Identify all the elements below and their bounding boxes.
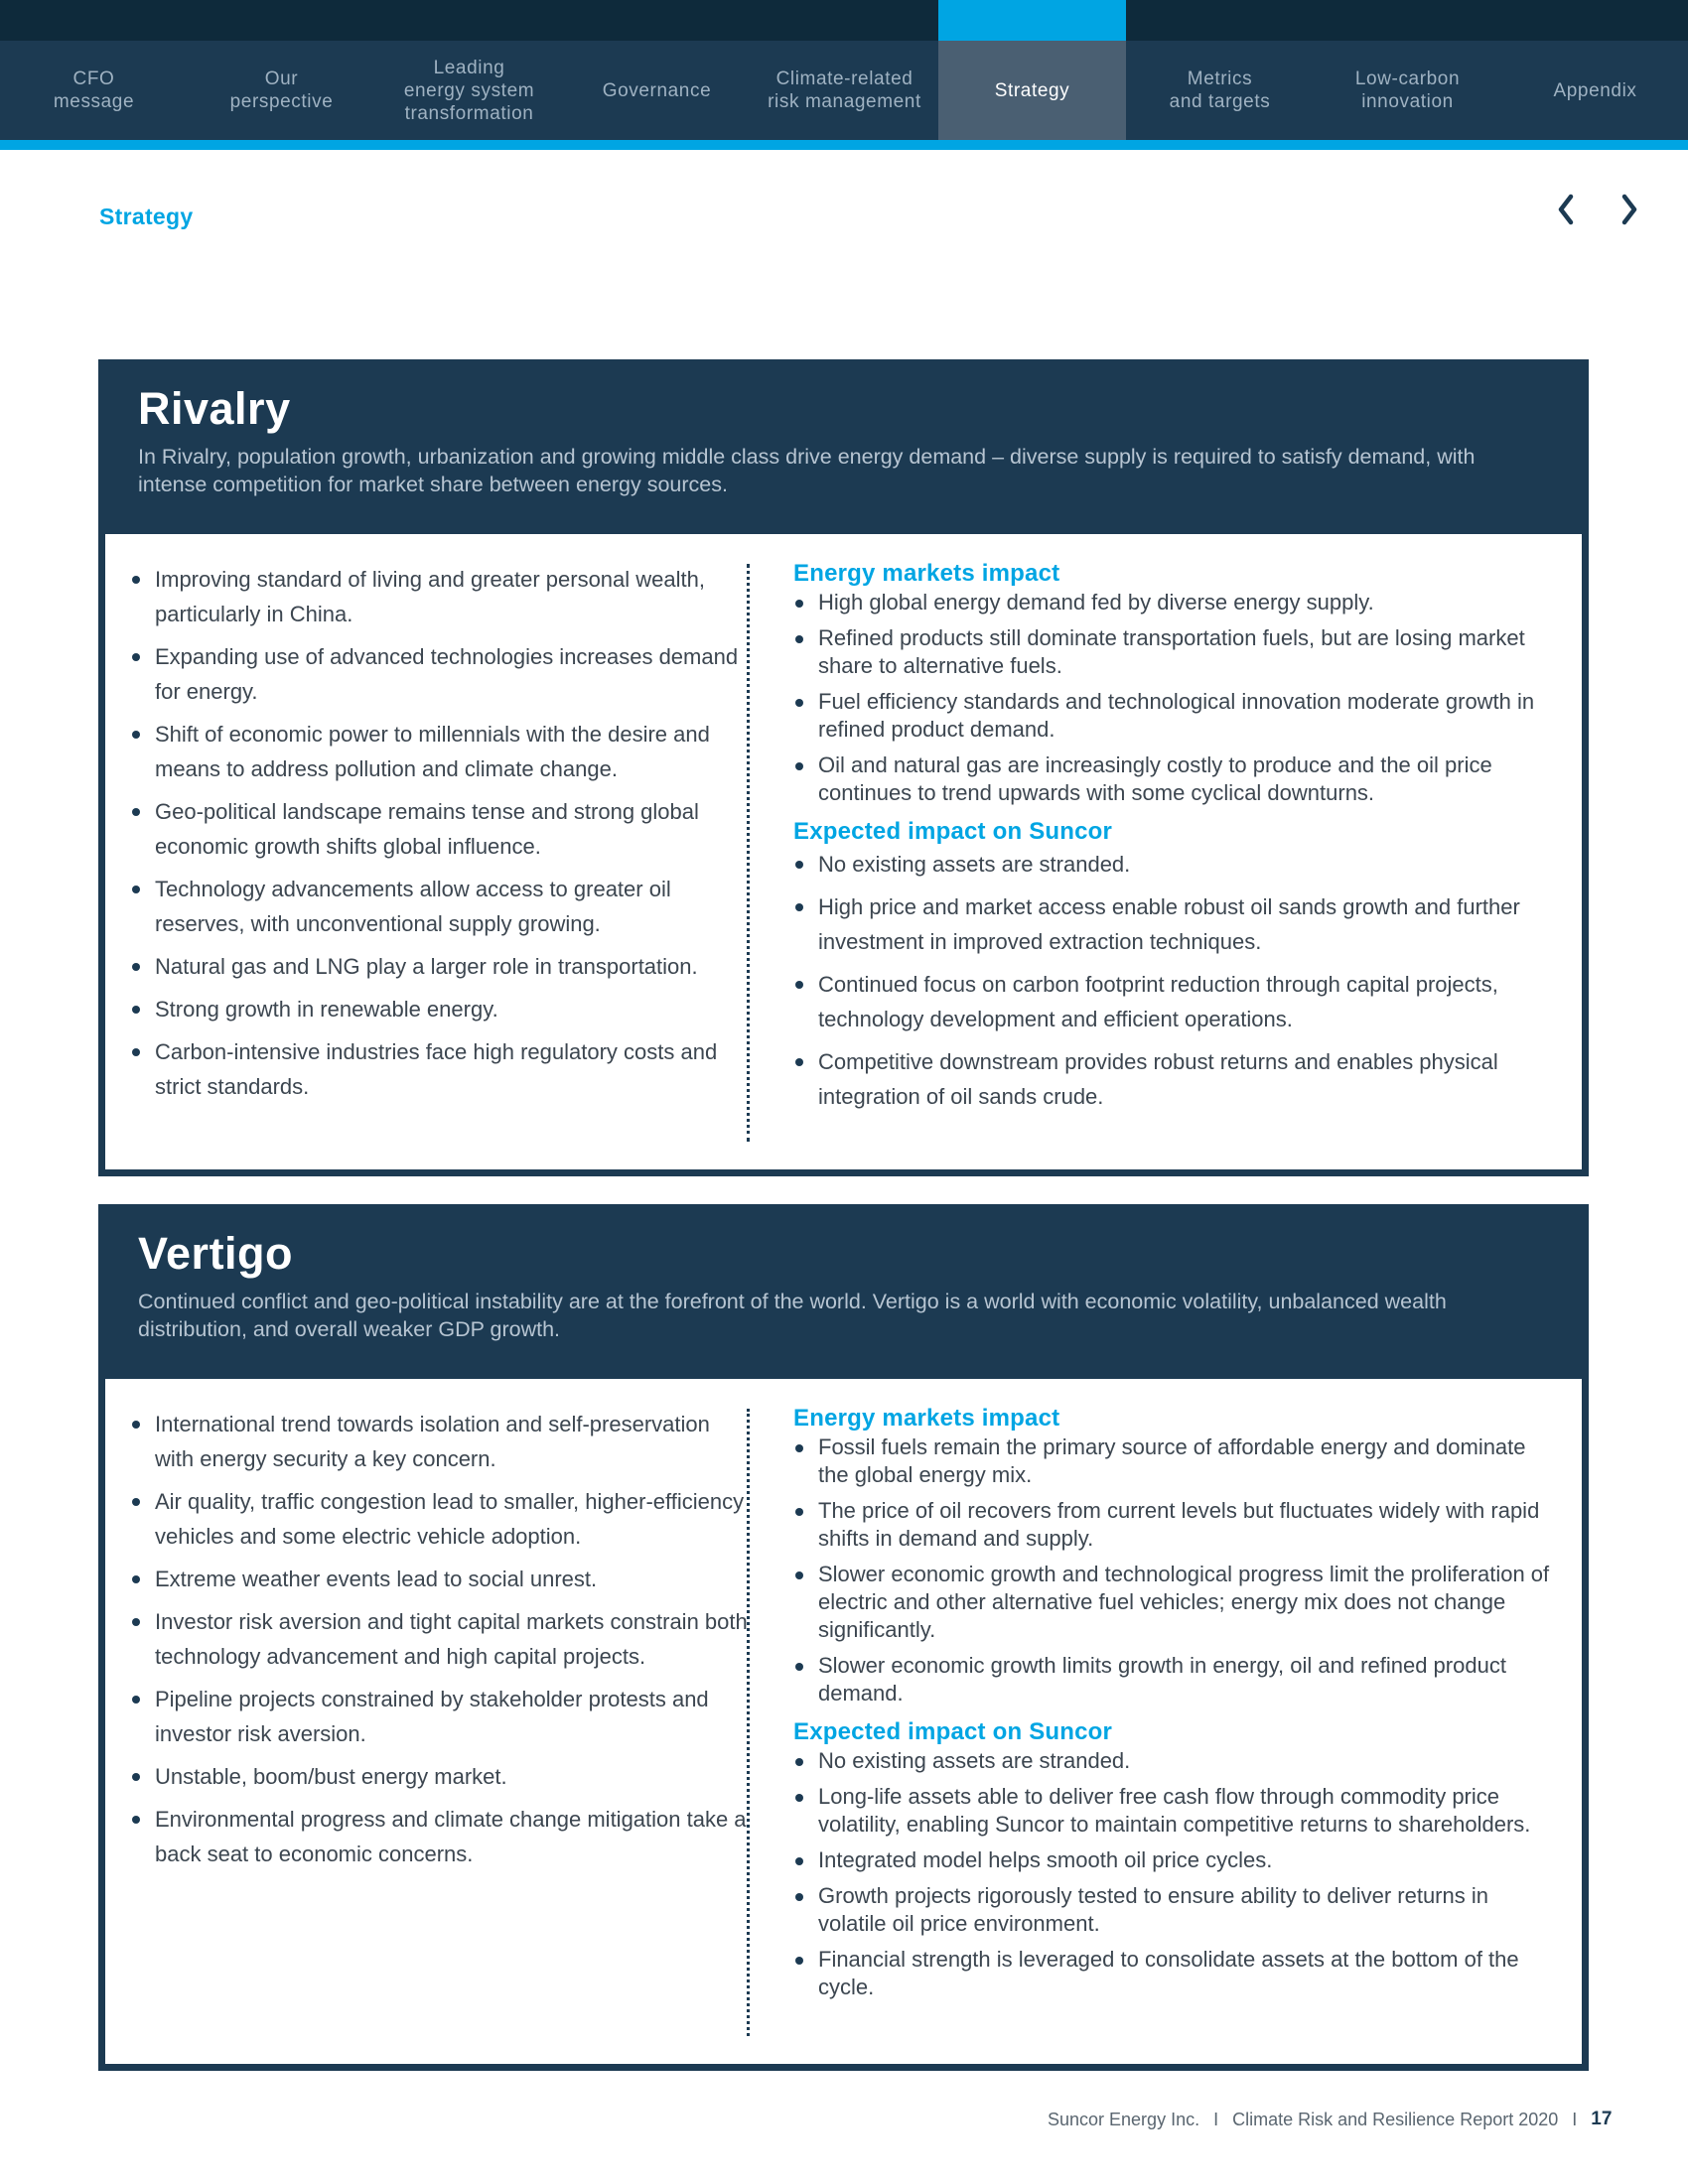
previous-page-button[interactable] — [1547, 184, 1587, 235]
vertigo-body — [105, 1379, 1582, 2064]
page-footer — [1048, 2109, 1612, 2130]
footer-separator: I — [1213, 2109, 1219, 2129]
list-item: Slower economic growth and technological progress limit the proliferation of electric and other alternative fuel vehicles; energy mix does not change significantly. — [793, 1561, 1562, 1644]
vertigo-scenario-panel — [98, 1204, 1589, 2071]
list-item: Oil and natural gas are increasingly costly to produce and the oil price continues to trend upwards with some cyclical downturns. — [793, 751, 1562, 807]
vertigo-drivers-list — [130, 1407, 753, 1871]
expected-impact-on-suncor-list — [793, 1747, 1562, 2001]
list-item: Slower economic growth limits growth in energy, oil and refined product demand. — [793, 1652, 1562, 1707]
list-item: Unstable, boom/bust energy market. — [130, 1759, 753, 1794]
list-item: Improving standard of living and greater personal wealth, particularly in China. — [130, 562, 753, 631]
list-item: Financial strength is leveraged to consolidate assets at the bottom of the cycle. — [793, 1946, 1562, 2001]
nav-item-our-perspective[interactable]: Our perspective — [229, 68, 334, 112]
nav-item-governance[interactable]: Governance — [602, 79, 712, 101]
nav-item-low-carbon-innovation[interactable]: Low-carbon innovation — [1354, 68, 1461, 112]
list-item: The price of oil recovers from current levels but fluctuates widely with rapid shifts in demand and supply. — [793, 1497, 1562, 1553]
nav-item-leading-energy-system-transformation[interactable]: Leading energy system transformation — [403, 57, 535, 124]
expected-impact-on-suncor-heading: Expected impact on Suncor — [793, 1718, 1113, 1745]
top-strip — [0, 0, 1688, 41]
list-item: Long-life assets able to deliver free cash flow through commodity price volatility, enabling Suncor to maintain competitive returns to shareholders. — [793, 1783, 1562, 1839]
list-item: Shift of economic power to millennials with the desire and means to address pollution and climate change. — [130, 717, 753, 786]
section-nav — [0, 41, 1688, 140]
vertigo-header — [105, 1204, 1582, 1379]
list-item: High price and market access enable robust oil sands growth and further investment in improved extraction techniques. — [793, 889, 1562, 959]
energy-markets-impact-heading: Energy markets impact — [793, 1405, 1060, 1432]
rivalry-title: Rivalry — [138, 383, 291, 434]
rivalry-drivers — [105, 534, 753, 1169]
list-item: Air quality, traffic congestion lead to smaller, higher-efficiency vehicles and some electric vehicle adoption. — [130, 1484, 753, 1554]
list-item: Environmental progress and climate change mitigation take a back seat to economic concerns. — [130, 1802, 753, 1871]
rivalry-header — [105, 359, 1582, 534]
list-item: Expanding use of advanced technologies increases demand for energy. — [130, 639, 753, 709]
list-item: No existing assets are stranded. — [793, 1747, 1562, 1775]
column-divider — [747, 564, 750, 1142]
footer-company: Suncor Energy Inc. — [1048, 2109, 1200, 2129]
list-item: Geo-political landscape remains tense and strong global economic growth shifts global influence. — [130, 794, 753, 864]
footer-separator: I — [1572, 2109, 1578, 2129]
breadcrumb: Strategy — [99, 204, 194, 229]
list-item: Integrated model helps smooth oil price cycles. — [793, 1846, 1562, 1874]
nav-item-metrics-and-targets[interactable]: Metrics and targets — [1169, 68, 1271, 112]
list-item: Fossil fuels remain the primary source of affordable energy and dominate the global energy mix. — [793, 1433, 1562, 1489]
nav-item-strategy[interactable]: Strategy — [938, 41, 1126, 140]
column-divider — [747, 1409, 750, 2036]
vertigo-intro: Continued conflict and geo-political instability are at the forefront of the world. Vertigo is a world with economic volatility, unbalanced wealth distribution, and overall weaker GDP growth. — [138, 1290, 1447, 1341]
list-item: Extreme weather events lead to social unrest. — [130, 1562, 753, 1596]
rivalry-intro: In Rivalry, population growth, urbanization and growing middle class drive energy demand – diverse supply is required to satisfy demand, with intense competition for market share between energy sources. — [138, 445, 1476, 496]
list-item: No existing assets are stranded. — [793, 847, 1562, 882]
list-item: Continued focus on carbon footprint reduction through capital projects, technology development and efficient operations. — [793, 967, 1562, 1036]
list-item: International trend towards isolation and self-preservation with energy security a key concern. — [130, 1407, 753, 1476]
active-tab-indicator — [938, 0, 1126, 41]
list-item: High global energy demand fed by diverse energy supply. — [793, 589, 1562, 616]
vertigo-drivers — [105, 1379, 753, 2064]
next-page-button[interactable] — [1609, 184, 1648, 235]
nav-item-climate-related-risk-management[interactable]: Climate-related risk management — [768, 68, 921, 112]
vertigo-impacts — [753, 1379, 1582, 2064]
expected-impact-on-suncor-heading: Expected impact on Suncor — [793, 818, 1113, 845]
list-item: Fuel efficiency standards and technological innovation moderate growth in refined product demand. — [793, 688, 1562, 744]
rivalry-scenario-panel — [98, 359, 1589, 1176]
rivalry-drivers-list — [130, 562, 753, 1104]
energy-markets-impact-list — [793, 1433, 1562, 1707]
list-item: Natural gas and LNG play a larger role in transportation. — [130, 949, 753, 984]
chevron-left-icon — [1547, 184, 1587, 235]
page-number: 17 — [1591, 2109, 1613, 2129]
list-item: Carbon-intensive industries face high regulatory costs and strict standards. — [130, 1034, 753, 1104]
list-item: Refined products still dominate transportation fuels, but are losing market share to alternative fuels. — [793, 624, 1562, 680]
nav-item-cfo-message[interactable]: CFO message — [53, 68, 135, 112]
rivalry-body — [105, 534, 1582, 1169]
list-item: Competitive downstream provides robust returns and enables physical integration of oil sands crude. — [793, 1044, 1562, 1114]
rivalry-impacts — [753, 534, 1582, 1169]
energy-markets-impact-heading: Energy markets impact — [793, 560, 1060, 587]
footer-report-title: Climate Risk and Resilience Report 2020 — [1232, 2109, 1559, 2129]
list-item: Technology advancements allow access to greater oil reserves, with unconventional supply growing. — [130, 872, 753, 941]
list-item: Growth projects rigorously tested to ensure ability to deliver returns in volatile oil price environment. — [793, 1882, 1562, 1938]
expected-impact-on-suncor-list — [793, 847, 1562, 1114]
list-item: Strong growth in renewable energy. — [130, 992, 753, 1026]
chevron-right-icon — [1609, 184, 1648, 235]
list-item: Pipeline projects constrained by stakeholder protests and investor risk aversion. — [130, 1682, 753, 1751]
energy-markets-impact-list — [793, 589, 1562, 807]
nav-underline — [0, 140, 1688, 150]
vertigo-title: Vertigo — [138, 1228, 294, 1279]
nav-item-appendix[interactable]: Appendix — [1553, 79, 1637, 101]
list-item: Investor risk aversion and tight capital markets constrain both technology advancement and high capital projects. — [130, 1604, 753, 1674]
